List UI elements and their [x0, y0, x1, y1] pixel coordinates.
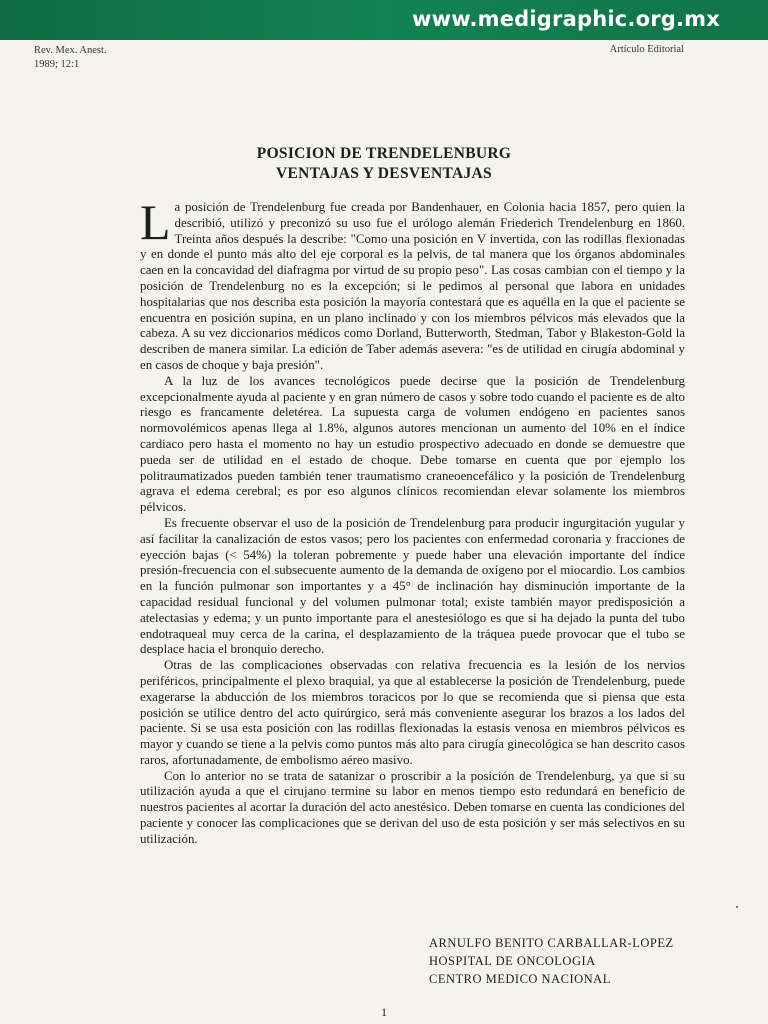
site-url-link[interactable]: www.medigraphic.org.mx	[412, 7, 720, 31]
site-banner	[0, 0, 768, 40]
paragraph-3: Es frecuente observar el uso de la posición de Trendelenburg para producir ingurgitación yugular y así facilitar la canalización de estos vasos; pero los pacientes con enfermedad coronaria y fracciones de eyección bajas (< 54%) la toleran pobremente y puede haber una elevación importante del índice presión-frecuencia con el subsecuente aumento de la demanda de oxígeno por el miocardio. Los cambios en la función pulmonar son importantes y a 45° de inclinación hay disminución importante de la capacidad residual funcional y del volumen pulmonar total; existe también mayor predisposición a atelectasias y edema; y un punto importante para el anestesiólogo es que si ha dejado la punta del tubo endotraqueal muy cerca de la carina, el desplazamiento de la tráquea puede provocar que el tubo se desplace hacia el bronquio derecho.	[140, 515, 685, 657]
section-label: Artículo Editorial	[609, 44, 684, 55]
drop-cap: L	[140, 194, 171, 250]
author-center: CENTRO MEDICO NACIONAL	[429, 972, 611, 986]
journal-name: Rev. Mex. Anest.	[34, 45, 107, 56]
page-number: 1	[381, 1005, 387, 1019]
author-block	[429, 934, 674, 988]
title-line-1: POSICION DE TRENDELENBURG	[256, 145, 512, 162]
article-title	[0, 144, 768, 184]
paragraph-5: Con lo anterior no se trata de satanizar o proscribir a la posición de Trendelenburg, ya que si su utilización ayuda a que el cirujano termine su labor en menos tiempo esto redundará en beneficio de nuestros pacientes al acortar la duración del acto anestésico. Deben tomarse en cuenta las condiciones del paciente y conocer las complicaciones que se derivan del uso de esta posición y ser más selectivos en su utilización.	[140, 768, 685, 846]
paragraph-1-text: a posición de Trendelenburg fue creada por Bandenhauer, en Colonia hacia 1857, pero quien la describió, utilizó y preconizó su uso fue el urólogo alemán Friederich Trendelenburg en 1860. Treinta años después la describe: "Como una posición en V invertida, con las rodillas flexionadas y en donde el punto más alto del eje corporal es la pelvis, de tal manera que los órganos abdominales caen en la concavidad del diafragma por virtud de su propio peso". Las cosas cambian con el tiempo y la posición de Trendelenburg no es la excepción; si le pedimos al personal que labora en unidades hospitalarias que nos describa esta posición la mayoría contestará que es aquélla en la que el paciente se encuentra en posición supina, en un plano inclinado y con los miembros pélvicos más elevados que la cabeza. A su vez diccionarios médicos como Dorland, Butterworth, Stedman, Tabor y Blakeston-Gold la describen de manera similar. La edición de Taber además asevera: "es de utilidad en cirugía abdominal y en casos de choque y baja presión".	[140, 200, 685, 372]
paragraph-1	[140, 194, 685, 374]
journal-reference	[34, 44, 107, 72]
scan-speck	[736, 906, 738, 908]
author-name: ARNULFO BENITO CARBALLAR-LOPEZ	[429, 936, 674, 950]
paragraph-2: A la luz de los avances tecnológicos puede decirse que la posición de Trendelenburg excepcionalmente ayuda al paciente y en gran número de casos y sobre todo cuando el paciente es de alto riesgo es francamente deletérea. La supuesta carga de volumen endógeno en pacientes sanos normovolémicos apenas llega al 1.8%, algunos autores mencionan un aumento del 10% en el índice cardiaco pero hasta el momento no hay un estudio prospectivo adecuado en donde se demuestre que pueda ser de utilidad en el estado de choque. Debe tomarse en cuenta que por ejemplo los politraumatizados pueden también tener traumatismo craneoencefálico y la posición de Trendelenburg agrava el edema cerebral; es por eso algunos clínicos recomiendan elevar solamente los miembros pélvicos.	[140, 373, 685, 515]
author-department: HOSPITAL DE ONCOLOGIA	[429, 954, 596, 968]
journal-volume: 1989; 12:1	[34, 59, 80, 70]
title-line-2: VENTAJAS Y DESVENTAJAS	[276, 165, 492, 182]
paragraph-4: Otras de las complicaciones observadas con relativa frecuencia es la lesión de los nervios periféricos, principalmente el plexo braquial, ya que al establecerse la posición de Trendelenburg, puede exagerarse la abducción de los miembros toracicos por lo que se recomienda que si piensa que esta posición se utilice dentro del acto quirúrgico, será más conveniente asegurar los brazos a los lados del paciente. Si se usa esta posición con las rodillas flexionadas la estasis venosa en miembros pélvicos es mayor y cuando se tiene a la pelvis como puntos más alto para cirugía ginecológica se han descrito casos raros, afortunadamente, de embolismo aéreo masivo.	[140, 658, 685, 767]
article-body	[140, 194, 685, 848]
